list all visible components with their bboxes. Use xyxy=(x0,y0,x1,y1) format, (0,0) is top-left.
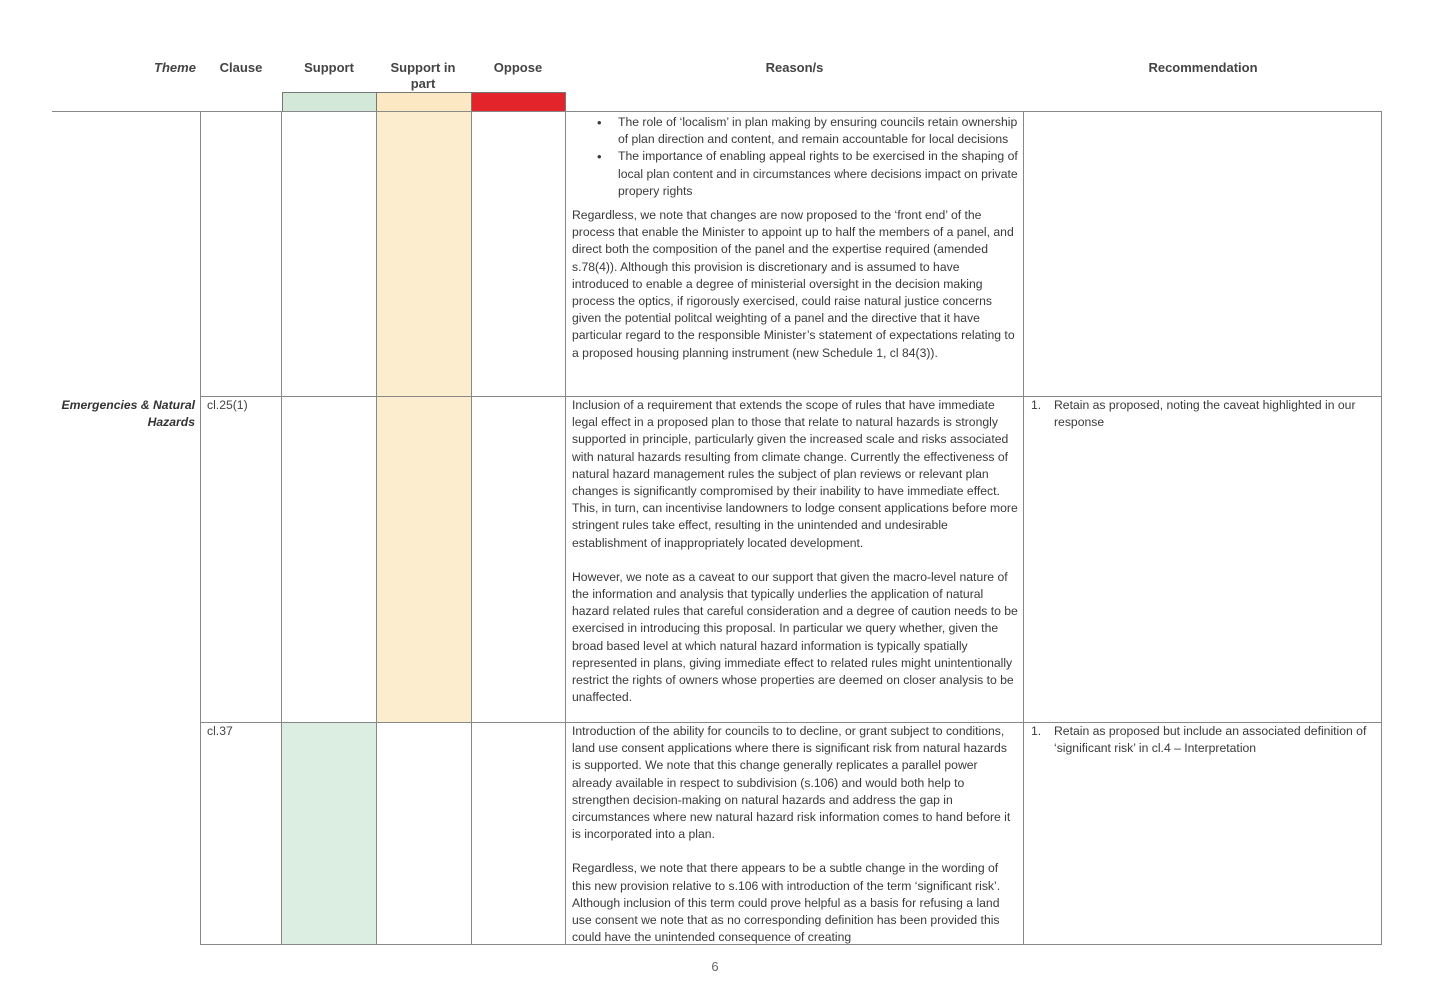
support-swatch xyxy=(282,92,377,112)
row2-reasons xyxy=(572,397,1019,706)
row3-reasons xyxy=(572,723,1019,946)
row1-paragraph: Regardless, we note that changes are now proposed to the ‘front end’ of the process that enable the Minister to appoint up to half the members of a panel, and direct both the composition of the panel and the expertise required (amended s.78(4)). Although this provision is discretionary and is assumed to have introduced to enable a degree of ministerial oversight in the decision making process the optics, if rigorously exercised, could raise natural justice concerns given the potential politcal weighting of a panel and the directive that it have particular regard to the responsible Minister’s statement of expectations relating to a proposed housing planning instrument (new Schedule 1, cl 84(3)). xyxy=(572,208,1015,360)
support-in-part-swatch xyxy=(376,92,472,112)
support-fill-row3 xyxy=(282,723,376,944)
support-in-part-fill-row1 xyxy=(377,112,471,396)
row2-theme: Emergencies & Natural Hazards xyxy=(61,398,195,430)
row1-bullet-1: • The role of ‘localism’ in plan making by ensuring councils retain ownership of plan direction and content, and remain accountable for local decisions xyxy=(572,114,1018,148)
row3-recommendation-number: 1. xyxy=(1031,724,1042,738)
row3-clause: cl.37 xyxy=(207,724,233,738)
header-support-in-part: Support in part xyxy=(390,60,456,91)
col-line-reasons-left xyxy=(565,111,566,945)
col-line-support-left xyxy=(281,111,282,945)
row1-bullet-2: • The importance of enabling appeal rights to be exercised in the shaping of local plan content and in circumstances where decisions impact on private propery rights xyxy=(572,148,1018,200)
row3-paragraph-1: Introduction of the ability for councils to to decline, or grant subject to conditions, land use consent applications where there is significant risk from natural hazards is supported. We note that this change generally replicates a parallel power already available in respect to subdivision (s.106) and would both help to strengthen decision-making on natural hazards and address the gap in circumstances where new natural hazard risk information comes to hand before it is incorporated into a plan. xyxy=(572,724,1011,842)
row2-clause: cl.25(1) xyxy=(207,398,248,412)
support-in-part-fill-row2 xyxy=(377,397,471,722)
page-number: 6 xyxy=(711,959,719,974)
header-oppose: Oppose xyxy=(493,60,543,75)
col-line-partial-left xyxy=(376,111,377,945)
row1-reasons xyxy=(572,114,1018,362)
row3-recommendation-text: Retain as proposed but include an associated definition of ‘significant risk’ in cl.4 – Interpretation xyxy=(1054,724,1367,756)
row3-paragraph-2: Regardless, we note that there appears to be a subtle change in the wording of this new provision relative to s.106 with introduction of the term ‘significant risk’. Although inclusion of this term could prove helpful as a basis for refusing a land use consent we note that as no corresponding definition has been provided this could have the unintended consequence of creating xyxy=(572,861,1001,945)
header-theme: Theme xyxy=(154,60,196,75)
row2-paragraph-1: Inclusion of a requirement that extends the scope of rules that have immediate legal effect in a proposed plan to those that relate to natural hazards is strongly supported in principle, particularly given the increased scale and risks associated with natural hazards resulting from climate change. Currently the effectiveness of natural hazard management rules the subject of plan reviews or relevant plan changes is significantly compromised by their inability to have immediate effect. This, in turn, can incentivise landowners to lodge consent applications before more stringent rules take effect, resulting in the unintended and undesirable establishment of inappropriately located development. xyxy=(572,398,1018,550)
row2-recommendation-number: 1. xyxy=(1031,398,1042,412)
row3-recommendation xyxy=(1031,723,1376,757)
row2-recommendation-text: Retain as proposed, noting the caveat highlighted in our response xyxy=(1054,398,1356,430)
header-recommendation: Recommendation xyxy=(1148,60,1258,75)
col-line-oppose-left xyxy=(471,111,472,945)
col-line-clause-left xyxy=(200,111,201,945)
header-rule xyxy=(52,111,1382,112)
header-support: Support xyxy=(304,60,354,75)
col-line-rec-left xyxy=(1023,111,1024,945)
row1-bullet-list xyxy=(572,114,1018,200)
row2-recommendation xyxy=(1031,397,1376,431)
header-clause: Clause xyxy=(219,60,263,75)
oppose-swatch xyxy=(471,92,566,112)
row2-paragraph-2: However, we note as a caveat to our support that given the macro-level nature of the information and analysis that typically underlies the application of natural hazard related rules that careful consideration and a degree of caution needs to be exercised in introducing this proposal. In particular we query whether, given the broad based level at which natural hazard information is typically spatially represented in plans, giving immediate effect to related rules might unintentionally restrict the rights of owners whose properties are deemed on closer analysis to be unaffected. xyxy=(572,569,1018,705)
col-line-table-right xyxy=(1381,111,1382,945)
header-reasons: Reason/s xyxy=(765,60,824,75)
